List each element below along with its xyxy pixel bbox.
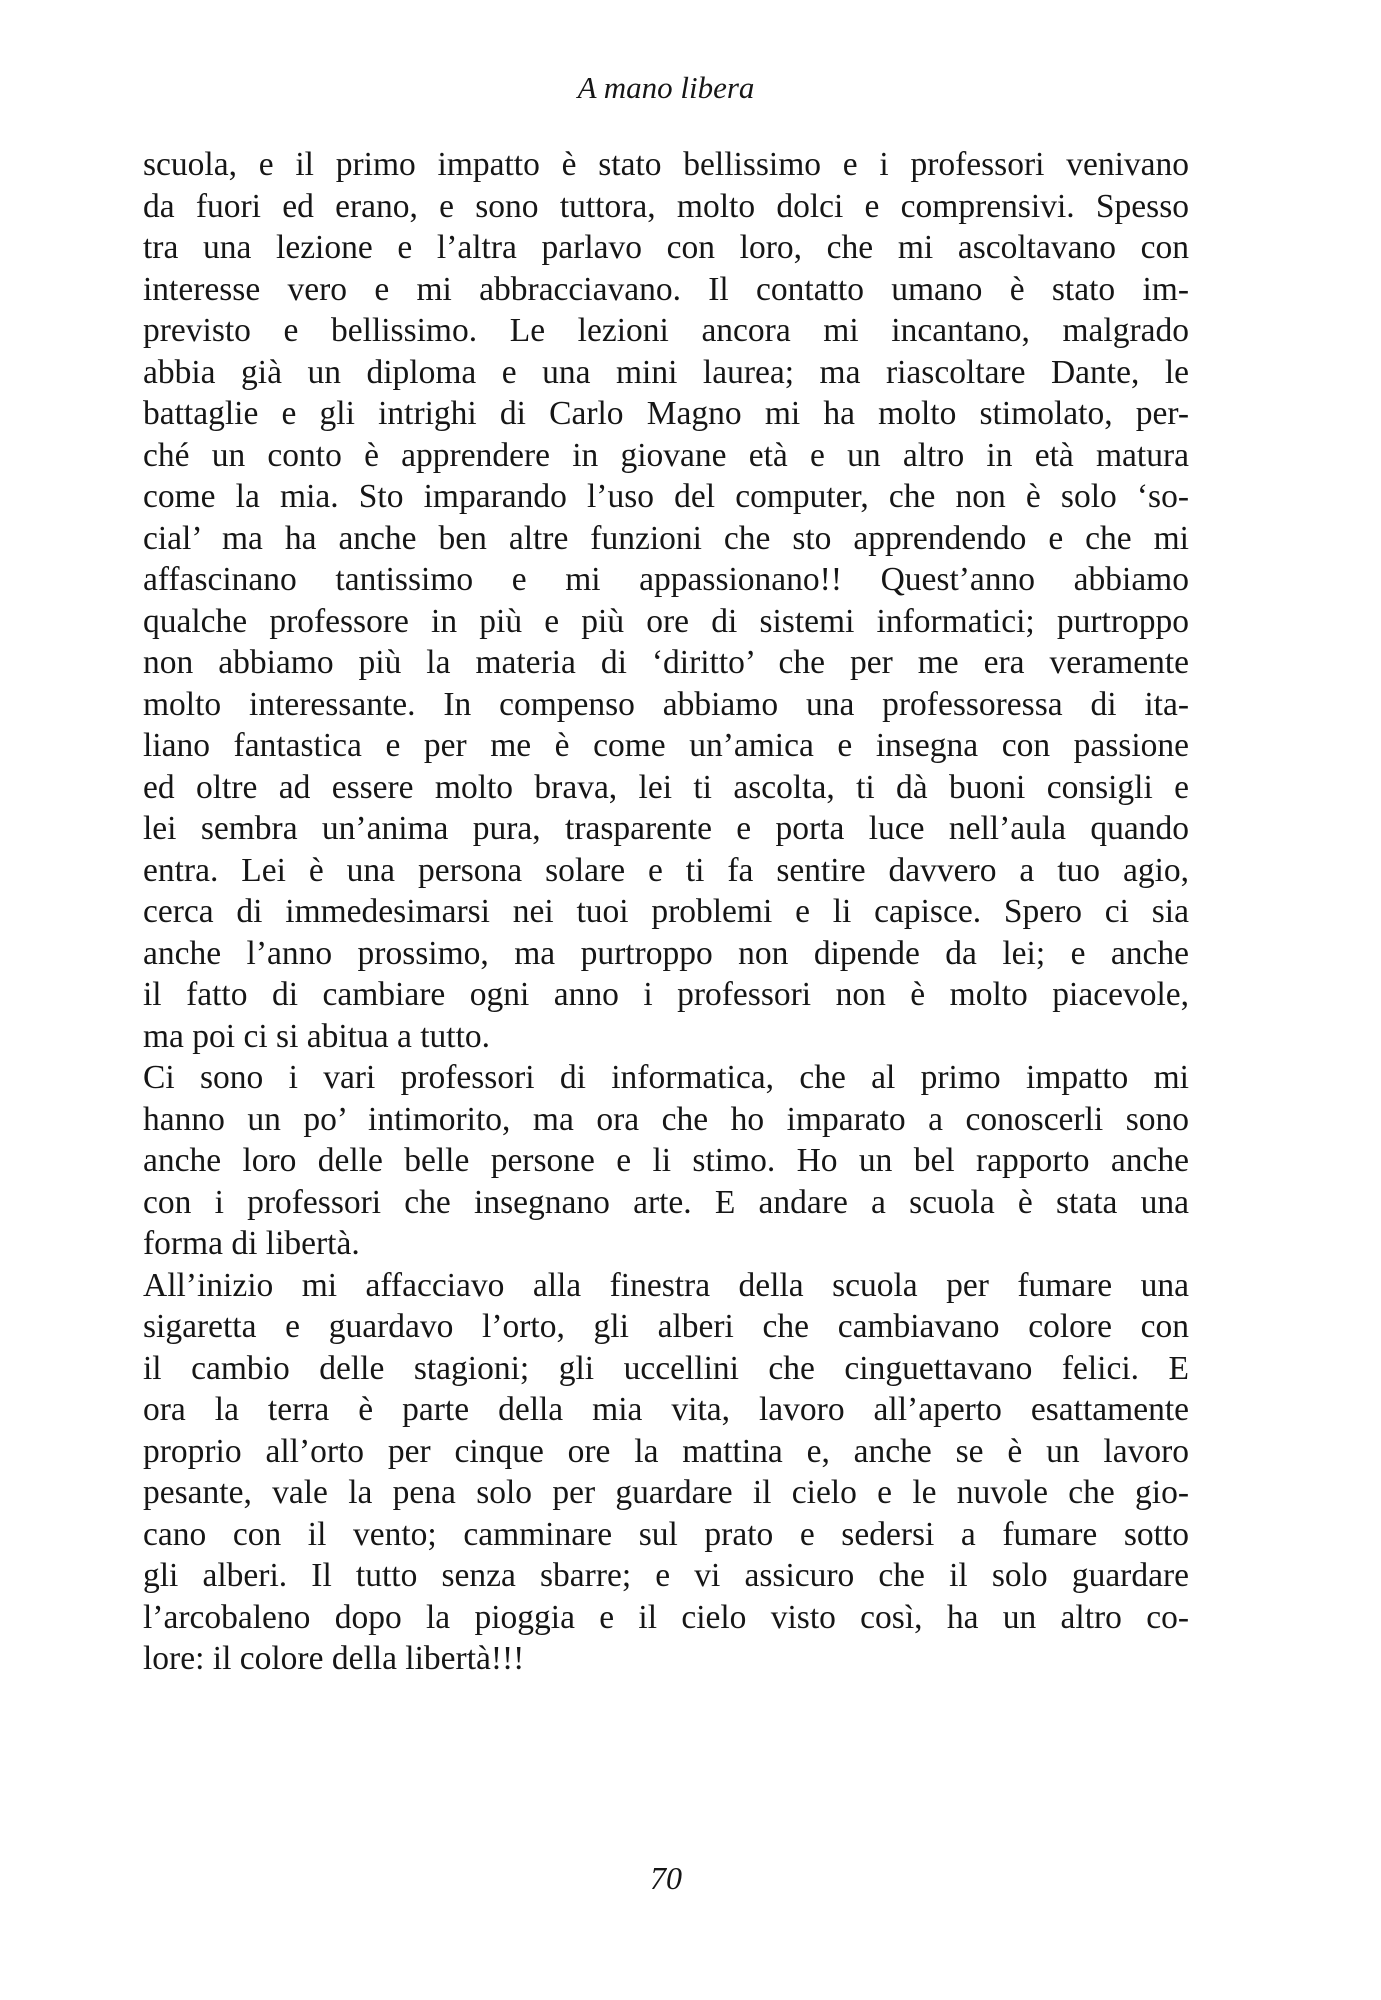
- text-line: cial’ ma ha anche ben altre funzioni che sto apprendendo e che mi: [143, 519, 1189, 557]
- text-line: come la mia. Sto imparando l’uso del computer, che non è solo ‘so-: [143, 478, 1189, 515]
- text-line: forma di libertà.: [143, 1225, 360, 1262]
- text-line: proprio all’orto per cinque ore la mattina e, anche se è un lavoro: [143, 1432, 1189, 1470]
- running-header: A mano libera: [577, 70, 755, 105]
- text-line: l’arcobaleno dopo la pioggia e il cielo visto così, ha un altro co-: [143, 1598, 1189, 1636]
- text-line: ora la terra è parte della mia vita, lavoro all’aperto esattamente: [143, 1391, 1189, 1428]
- text-line: da fuori ed erano, e sono tuttora, molto dolci e comprensivi. Spesso: [143, 187, 1189, 225]
- text-line: pesante, vale la pena solo per guardare il cielo e le nuvole che gio-: [143, 1474, 1189, 1511]
- text-line: interesse vero e mi abbracciavano. Il contatto umano è stato im-: [143, 270, 1189, 308]
- text-line: molto interessante. In compenso abbiamo una professoressa di ita-: [143, 685, 1189, 723]
- text-line: lore: il colore della libertà!!!: [143, 1640, 525, 1677]
- text-line: previsto e bellissimo. Le lezioni ancora mi incantano, malgrado: [143, 312, 1189, 349]
- text-line: entra. Lei è una persona solare e ti fa sentire davvero a tuo agio,: [143, 851, 1189, 889]
- text-line: battaglie e gli intrighi di Carlo Magno mi ha molto stimolato, per-: [143, 395, 1189, 432]
- text-line: ma poi ci si abitua a tutto.: [143, 1017, 491, 1055]
- text-line: affascinano tantissimo e mi appassionano!! Quest’anno abbiamo: [143, 561, 1189, 598]
- body-text: [143, 144, 1189, 1680]
- text-line: cerca di immedesimarsi nei tuoi problemi e li capisce. Spero ci sia: [143, 893, 1189, 930]
- text-line: ché un conto è apprendere in giovane età e un altro in età matura: [143, 436, 1189, 474]
- text-line: tra una lezione e l’altra parlavo con loro, che mi ascoltavano con: [143, 229, 1189, 266]
- text-line: lei sembra un’anima pura, trasparente e porta luce nell’aula quando: [143, 810, 1189, 847]
- text-line: il fatto di cambiare ogni anno i professori non è molto piacevole,: [143, 976, 1189, 1013]
- text-line: sigaretta e guardavo l’orto, gli alberi che cambiavano colore con: [143, 1308, 1189, 1345]
- text-line: con i professori che insegnano arte. E andare a scuola è stata una: [143, 1183, 1189, 1221]
- text-line: hanno un po’ intimorito, ma ora che ho imparato a conoscerli sono: [143, 1100, 1189, 1138]
- text-line: anche loro delle belle persone e li stimo. Ho un bel rapporto anche: [143, 1142, 1189, 1179]
- text-line: liano fantastica e per me è come un’amica e insegna con passione: [143, 727, 1189, 764]
- text-line: il cambio delle stagioni; gli uccellini che cinguettavano felici. E: [143, 1349, 1189, 1387]
- text-line: anche l’anno prossimo, ma purtroppo non dipende da lei; e anche: [143, 934, 1189, 972]
- text-line: Ci sono i vari professori di informatica, che al primo impatto mi: [143, 1059, 1189, 1096]
- text-line: gli alberi. Il tutto senza sbarre; e vi assicuro che il solo guardare: [143, 1557, 1189, 1594]
- text-line: scuola, e il primo impatto è stato bellissimo e i professori venivano: [143, 146, 1189, 183]
- text-line: cano con il vento; camminare sul prato e sedersi a fumare sotto: [143, 1515, 1189, 1553]
- text-line: qualche professore in più e più ore di sistemi informatici; purtroppo: [143, 602, 1189, 640]
- text-line: non abbiamo più la materia di ‘diritto’ che per me era veramente: [143, 644, 1189, 681]
- text-line: abbia già un diploma e una mini laurea; ma riascoltare Dante, le: [143, 353, 1189, 391]
- page-number: 70: [650, 1860, 682, 1896]
- text-line: All’inizio mi affacciavo alla finestra della scuola per fumare una: [143, 1266, 1189, 1304]
- text-line: ed oltre ad essere molto brava, lei ti ascolta, ti dà buoni consigli e: [143, 768, 1189, 806]
